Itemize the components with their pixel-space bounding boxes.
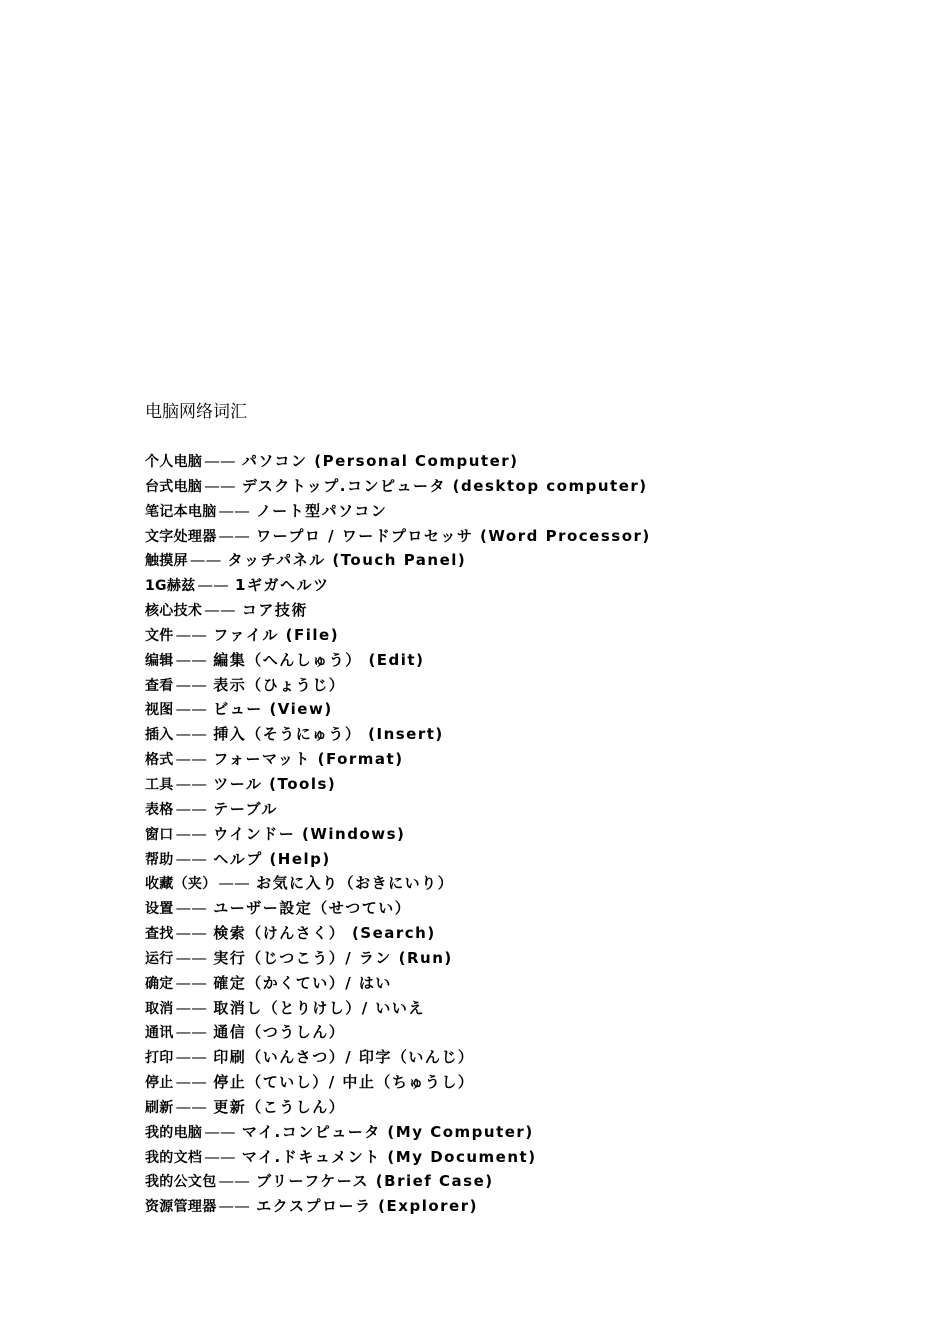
entry-term: 插入 <box>145 727 174 744</box>
vocabulary-entry <box>145 598 651 623</box>
entry-term: 我的电脑 <box>145 1124 203 1141</box>
vocabulary-entry <box>145 896 651 921</box>
entry-separator: —— <box>218 1197 251 1216</box>
vocabulary-entry <box>145 524 651 549</box>
entry-term: 查看 <box>145 677 174 694</box>
vocabulary-entry <box>145 673 651 698</box>
entry-separator: —— <box>197 576 230 595</box>
entry-term: 表格 <box>145 801 174 818</box>
entry-translation: ノート型パソコン <box>256 501 388 520</box>
vocabulary-entry <box>145 1020 651 1045</box>
entry-translation: 挿入（そうにゅう） (Insert) <box>213 725 444 744</box>
entry-separator: —— <box>175 1097 208 1116</box>
entry-translation: マイ.ドキュメント (My Document) <box>241 1147 537 1166</box>
entry-separator: —— <box>175 899 208 918</box>
entry-separator: —— <box>189 551 222 570</box>
entry-separator: —— <box>175 924 208 943</box>
vocabulary-entry <box>145 1070 651 1095</box>
entry-separator: —— <box>175 998 208 1017</box>
entry-separator: —— <box>175 750 208 769</box>
vocabulary-entry <box>145 1194 651 1219</box>
vocabulary-entry <box>145 921 651 946</box>
vocabulary-entry <box>145 1095 651 1120</box>
entry-separator: —— <box>204 1122 236 1141</box>
entry-separator: —— <box>175 824 208 843</box>
entry-translation: 検索（けんさく） (Search) <box>213 924 436 943</box>
entry-separator: —— <box>175 799 208 818</box>
vocabulary-entry <box>145 499 651 524</box>
entry-translation: 印刷（いんさつ）/ 印字（いんじ） <box>213 1048 475 1067</box>
vocabulary-entry <box>145 474 651 499</box>
vocabulary-entry <box>145 772 651 797</box>
entry-translation: ウインドー (Windows) <box>213 824 406 843</box>
entry-translation: 1ギガヘルツ <box>235 576 330 595</box>
entry-translation: ヘルプ (Help) <box>213 849 331 868</box>
entry-separator: —— <box>175 774 208 793</box>
entry-separator: —— <box>204 601 236 620</box>
entry-translation: デスクトップ.コンピュータ (desktop computer) <box>241 476 648 495</box>
entry-term: 我的文档 <box>145 1149 203 1166</box>
entry-separator: —— <box>218 501 251 520</box>
entry-term: 通讯 <box>145 1025 174 1042</box>
vocabulary-entry <box>145 648 651 673</box>
entry-translation: 停止（ていし）/ 中止（ちゅうし） <box>213 1073 475 1092</box>
entry-separator: —— <box>175 973 208 992</box>
entry-term: 我的公文包 <box>145 1174 217 1191</box>
vocabulary-entry <box>145 1045 651 1070</box>
entry-term: 个人电脑 <box>145 454 203 470</box>
entry-translation: 実行（じつこう）/ ラン (Run) <box>213 948 453 967</box>
entry-separator: —— <box>175 675 208 694</box>
entry-term: 文字处理器 <box>145 528 217 545</box>
entry-translation: 確定（かくてい）/ はい <box>213 973 392 992</box>
entry-translation: ファイル (File) <box>213 625 340 644</box>
entry-term: 运行 <box>145 950 174 967</box>
vocabulary-list <box>145 449 651 1219</box>
vocabulary-entry <box>145 623 651 648</box>
entry-separator: —— <box>175 1023 208 1042</box>
entry-separator: —— <box>175 650 208 669</box>
entry-translation: ビュー (View) <box>213 700 333 719</box>
entry-term: 查找 <box>145 926 174 943</box>
entry-term: 文件 <box>145 627 174 644</box>
entry-term: 工具 <box>145 776 174 793</box>
entry-translation: ユーザー設定（せつてい） <box>213 899 412 918</box>
vocabulary-entry <box>145 1169 651 1194</box>
entry-translation: マイ.コンピュータ (My Computer) <box>241 1122 534 1141</box>
entry-separator: —— <box>175 725 208 744</box>
vocabulary-entry <box>145 946 651 971</box>
entry-term: 资源管理器 <box>145 1199 217 1216</box>
entry-term: 编辑 <box>145 652 174 669</box>
entry-translation: タッチパネル (Touch Panel) <box>227 551 467 570</box>
entry-translation: フォーマット (Format) <box>213 750 404 769</box>
vocabulary-entry <box>145 449 651 474</box>
vocabulary-entry <box>145 697 651 722</box>
entry-term: 打印 <box>145 1050 174 1067</box>
entry-term: 帮助 <box>145 851 174 868</box>
entry-translation: 更新（こうしん） <box>213 1097 346 1116</box>
entry-term: 确定 <box>145 975 174 992</box>
vocabulary-entry <box>145 822 651 847</box>
entry-term: 1G赫兹 <box>145 578 196 595</box>
entry-translation: テーブル <box>213 799 278 818</box>
entry-term: 触摸屏 <box>145 553 188 570</box>
vocabulary-entry <box>145 797 651 822</box>
entry-term: 取消 <box>145 1000 174 1017</box>
vocabulary-entry <box>145 1120 651 1145</box>
entry-term: 格式 <box>145 752 174 769</box>
entry-term: 窗口 <box>145 826 174 843</box>
entry-separator: —— <box>204 1147 236 1166</box>
entry-separator: —— <box>175 625 208 644</box>
entry-separator: —— <box>175 700 208 719</box>
entry-term: 收藏（夹） <box>145 876 217 893</box>
entry-term: 核心技术 <box>145 603 203 620</box>
entry-separator: —— <box>218 1172 251 1191</box>
vocabulary-entry <box>145 847 651 872</box>
entry-translation: お気に入り（おきにいり） <box>256 874 455 893</box>
entry-separator: —— <box>218 874 251 893</box>
vocabulary-entry <box>145 996 651 1021</box>
vocabulary-entry <box>145 722 651 747</box>
entry-separator: —— <box>204 452 236 470</box>
entry-term: 停止 <box>145 1075 174 1092</box>
entry-term: 台式电脑 <box>145 478 203 495</box>
entry-separator: —— <box>175 1073 208 1092</box>
entry-term: 笔记本电脑 <box>145 503 217 520</box>
entry-translation: ワープロ / ワードプロセッサ (Word Processor) <box>256 526 651 545</box>
entry-translation: 編集（へんしゅう） (Edit) <box>213 650 425 669</box>
entry-translation: ブリーフケース (Brief Case) <box>256 1172 494 1191</box>
entry-translation: ツール (Tools) <box>213 774 337 793</box>
vocabulary-entry <box>145 747 651 772</box>
entry-translation: コア技術 <box>241 601 308 620</box>
vocabulary-entry <box>145 573 651 598</box>
entry-translation: パソコン (Personal Computer) <box>241 452 519 470</box>
entry-translation: 取消し（とりけし）/ いいえ <box>213 998 425 1017</box>
vocabulary-entry <box>145 871 651 896</box>
vocabulary-entry <box>145 548 651 573</box>
entry-separator: —— <box>218 526 251 545</box>
entry-translation: 表示（ひょうじ） <box>213 675 346 694</box>
entry-separator: —— <box>175 1048 208 1067</box>
entry-separator: —— <box>175 849 208 868</box>
vocabulary-entry <box>145 971 651 996</box>
entry-translation: 通信（つうしん） <box>213 1023 346 1042</box>
entry-term: 视图 <box>145 702 174 719</box>
entry-term: 设置 <box>145 901 174 918</box>
entry-term: 刷新 <box>145 1099 174 1116</box>
entry-separator: —— <box>175 948 208 967</box>
document-title: 电脑网络词汇 <box>145 402 247 422</box>
entry-translation: エクスプローラ (Explorer) <box>256 1197 478 1216</box>
vocabulary-entry <box>145 1145 651 1170</box>
entry-separator: —— <box>204 476 236 495</box>
